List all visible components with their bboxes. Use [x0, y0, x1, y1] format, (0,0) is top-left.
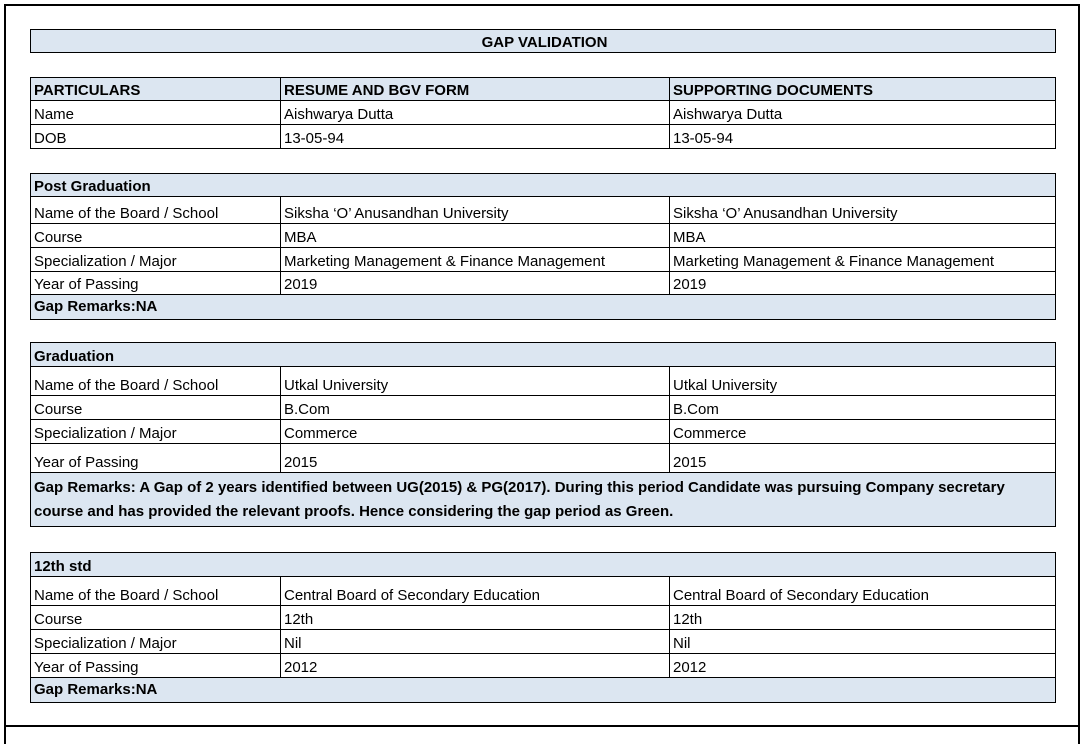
resume-value: 13-05-94: [281, 125, 670, 149]
row-label: Name of the Board / School: [31, 367, 281, 396]
row-label: Specialization / Major: [31, 630, 281, 654]
table-row: [31, 125, 1056, 149]
row-label: Name: [31, 101, 281, 125]
resume-value: Commerce: [281, 420, 670, 444]
section-heading: Graduation: [31, 343, 1056, 367]
row-label: Year of Passing: [31, 272, 281, 295]
table-row: [31, 101, 1056, 125]
row-label: Course: [31, 606, 281, 630]
row-label: Specialization / Major: [31, 248, 281, 272]
row-label: Course: [31, 224, 281, 248]
resume-value: Nil: [281, 630, 670, 654]
row-label: Year of Passing: [31, 444, 281, 473]
section-heading: Post Graduation: [31, 174, 1056, 197]
resume-value: Utkal University: [281, 367, 670, 396]
supporting-value: 2019: [670, 272, 1056, 295]
row-label: DOB: [31, 125, 281, 149]
bottom-border: [4, 725, 1080, 727]
table-row: [31, 654, 1056, 678]
supporting-value: B.Com: [670, 396, 1056, 420]
table-row: [31, 224, 1056, 248]
row-label: Year of Passing: [31, 654, 281, 678]
section-heading: 12th std: [31, 553, 1056, 577]
supporting-value: 13-05-94: [670, 125, 1056, 149]
table-row: [31, 630, 1056, 654]
supporting-value: Commerce: [670, 420, 1056, 444]
supporting-value: 2015: [670, 444, 1056, 473]
table-row: [31, 367, 1056, 396]
table-row: [31, 420, 1056, 444]
gap-remarks: Gap Remarks:NA: [31, 678, 1056, 703]
resume-value: 2015: [281, 444, 670, 473]
supporting-value: Marketing Management & Finance Management: [670, 248, 1056, 272]
graduation-table: [30, 342, 1056, 527]
table-row: [31, 248, 1056, 272]
resume-value: Aishwarya Dutta: [281, 101, 670, 125]
title-bar: [30, 29, 1056, 53]
row-label: Specialization / Major: [31, 420, 281, 444]
row-label: Course: [31, 396, 281, 420]
supporting-value: Central Board of Secondary Education: [670, 577, 1056, 606]
row-label: Name of the Board / School: [31, 577, 281, 606]
supporting-value: Utkal University: [670, 367, 1056, 396]
page-title: GAP VALIDATION: [31, 30, 1056, 53]
resume-value: MBA: [281, 224, 670, 248]
particulars-header: PARTICULARS: [31, 78, 281, 101]
resume-value: 2012: [281, 654, 670, 678]
resume-header: RESUME AND BGV FORM: [281, 78, 670, 101]
supporting-value: 12th: [670, 606, 1056, 630]
table-row: [31, 606, 1056, 630]
resume-value: 12th: [281, 606, 670, 630]
supporting-value: 2012: [670, 654, 1056, 678]
table-row: [31, 197, 1056, 224]
post-graduation-table: [30, 173, 1056, 320]
supporting-header: SUPPORTING DOCUMENTS: [670, 78, 1056, 101]
gap-remarks: Gap Remarks:NA: [31, 295, 1056, 320]
resume-value: B.Com: [281, 396, 670, 420]
column-header-row: [31, 78, 1056, 101]
supporting-value: Nil: [670, 630, 1056, 654]
resume-value: Marketing Management & Finance Management: [281, 248, 670, 272]
supporting-value: MBA: [670, 224, 1056, 248]
table-row: [31, 396, 1056, 420]
resume-value: 2019: [281, 272, 670, 295]
table-row: [31, 272, 1056, 295]
table-row: [31, 577, 1056, 606]
gap-remarks: Gap Remarks: A Gap of 2 years identified between UG(2015) & PG(2017). During this period Candidate was pursuing Company secretary course and has provided the relevant proofs. Hence considering the gap period as Green.: [31, 473, 1056, 527]
supporting-value: Aishwarya Dutta: [670, 101, 1056, 125]
supporting-value: Siksha ‘O’ Anusandhan University: [670, 197, 1056, 224]
twelfth-std-table: [30, 552, 1056, 703]
table-row: [31, 444, 1056, 473]
resume-value: Siksha ‘O’ Anusandhan University: [281, 197, 670, 224]
personal-details-table: [30, 77, 1056, 149]
row-label: Name of the Board / School: [31, 197, 281, 224]
resume-value: Central Board of Secondary Education: [281, 577, 670, 606]
